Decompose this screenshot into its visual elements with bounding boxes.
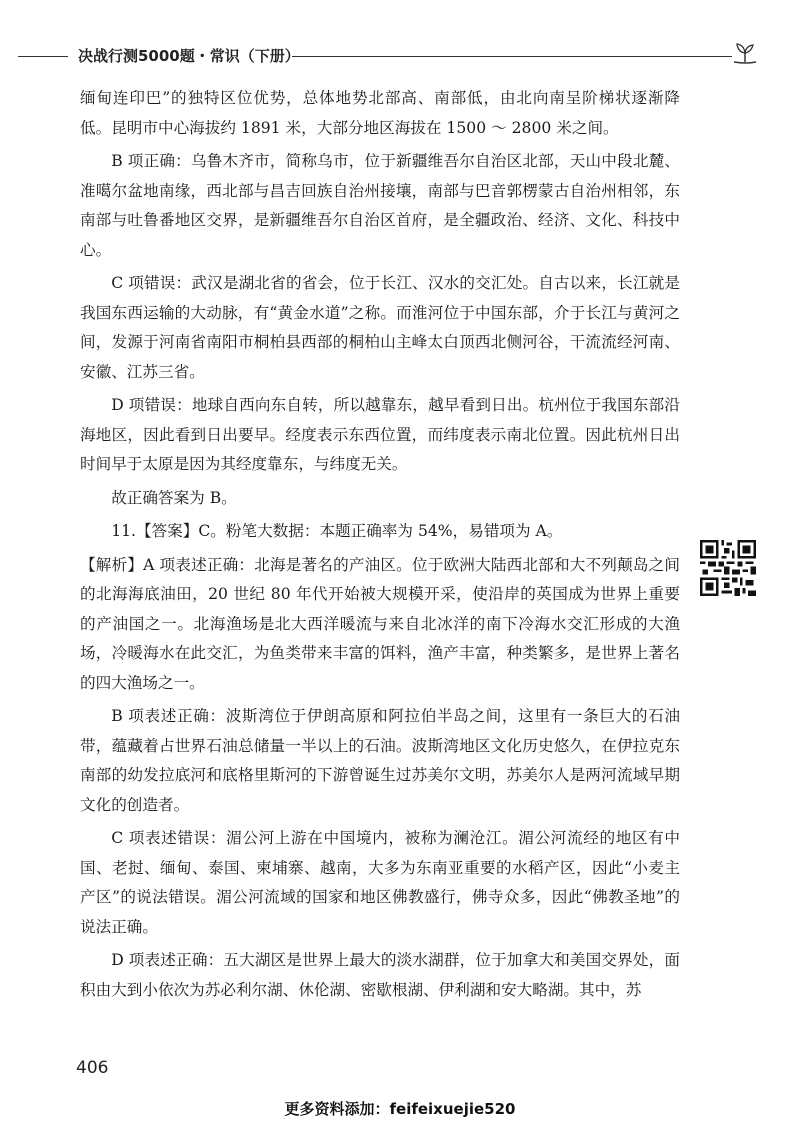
paragraph: B 项表述正确：波斯湾位于伊朗高原和阿拉伯半岛之间，这里有一条巨大的石油带，蕴藏着占世界石油总储量一半以上的石油。波斯湾地区文化历史悠久，在伊拉克东南部的幼发拉底河和底格里斯河的下游曾诞生过苏美尔文明，苏美尔人是两河流域早期文化的创造者。: [80, 707, 680, 814]
analysis-paragraph: 【解析】A 项表述正确：北海是著名的产油区。位于欧洲大陆西北部和大不列颠岛之间的北海海底油田，20 世纪 80 年代开始被大规模开采，使沿岸的英国成为世界上重要的产油国之一。北海渔场是北大西洋暖流与来自北冰洋的南下冷海水交汇形成的大渔场，冷暖海水在此交汇，为鱼类带来丰富的饵料，渔产丰富，种类繁多，是世界上著名的四大渔场之一。: [80, 555, 680, 692]
header-rule-left: [18, 56, 68, 57]
sprout-icon: [732, 40, 762, 66]
answer-line: 11.【答案】C。粉笔大数据：本题正确率为 54%，易错项为 A。: [111, 522, 563, 540]
running-header: [0, 40, 800, 70]
paragraph: C 项表述错误：湄公河上游在中国境内，被称为澜沧江。湄公河流经的地区有中国、老挝、缅甸、泰国、柬埔寨、越南，大多为东南亚重要的水稻产区，因此“小麦主产区”的说法错误。湄公河流域的国家和地区佛教盛行，佛寺众多，因此“佛教圣地”的说法正确。: [80, 829, 680, 936]
header-title: 决战行测5000题・常识（下册）: [78, 47, 300, 65]
page-body: [80, 84, 680, 1005]
page-number: 406: [76, 1058, 109, 1078]
paragraph: C 项错误：武汉是湖北省的省会，位于长江、汉水的交汇处。自古以来，长江就是我国东西运输的大动脉，有“黄金水道”之称。而淮河位于中国东部，介于长江与黄河之间，发源于河南省南阳市桐柏县西部的桐柏山主峰太白顶西北侧河谷，干流流经河南、安徽、江苏三省。: [80, 274, 680, 381]
paragraph: B 项正确：乌鲁木齐市，简称乌市，位于新疆维吾尔自治区北部，天山中段北麓、准噶尔盆地南缘，西北部与昌吉回族自治州接壤，南部与巴音郭楞蒙古自治州相邻，东南部与吐鲁番地区交界，是新疆维吾尔自治区首府，是全疆政治、经济、文化、科技中心。: [80, 152, 680, 259]
paragraph: D 项错误：地球自西向东自转，所以越靠东，越早看到日出。杭州位于我国东部沿海地区，因此看到日出要早。经度表示东西位置，而纬度表示南北位置。因此杭州日出时间早于太原是因为其经度靠东，与纬度无关。: [80, 396, 680, 473]
footer-note: 更多资料添加：feifeixuejie520: [284, 1100, 516, 1118]
paragraph: 故正确答案为 B。: [111, 488, 237, 507]
header-rule-right: [292, 56, 732, 57]
paragraph: D 项表述正确：五大湖区是世界上最大的淡水湖群，位于加拿大和美国交界处，面积由大到小依次为苏必利尔湖、休伦湖、密歇根湖、伊利湖和安大略湖。其中，苏: [80, 951, 680, 999]
paragraph: 缅甸连印巴”的独特区位优势，总体地势北部高、南部低，由北向南呈阶梯状逐渐降低。昆明市中心海拔约 1891 米，大部分地区海拔在 1500 ～ 2800 米之间。: [80, 89, 680, 137]
qr-code-icon: [700, 540, 756, 596]
